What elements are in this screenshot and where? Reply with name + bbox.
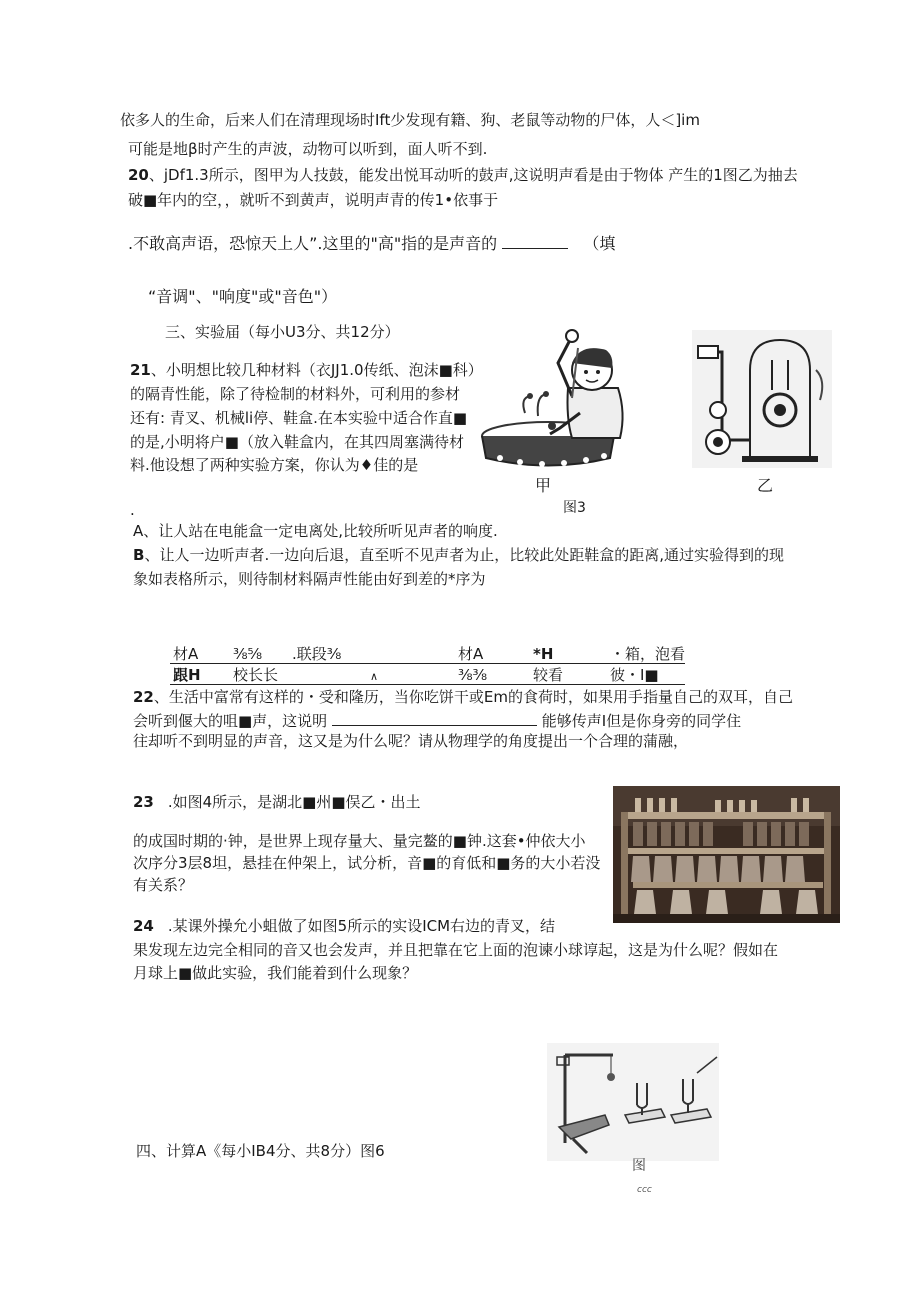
question-text: .某课外操允小蛆做了如图5所示的实设ICM右边的青叉，结 [167, 917, 556, 935]
option-a: A、让人站在电能盒一定电离处,比较所听见声者的响度. [133, 522, 498, 540]
text-line: 可能是地β时产生的声波，动物可以听到，面人听不到. [128, 140, 488, 158]
question-20-line: “音调"、"响度"或"音色"） [148, 287, 338, 306]
table-cell: 材A [458, 645, 484, 663]
table-cell: 跟H [173, 666, 201, 684]
question-23-line: 有关系？ [133, 876, 194, 894]
question-22-line: 往却听不到明显的声音，这又是为什么呢？请从物理学的角度提出一个合理的蒲融， [133, 732, 689, 750]
question-23-line [133, 792, 421, 812]
question-text: 会听到偃大的咀■声，这说明 [133, 712, 328, 730]
answer-blank[interactable] [332, 709, 537, 726]
question-number: 24 [133, 917, 154, 935]
table-cell: 较看 [533, 666, 564, 684]
section-heading: 三、实验届（每小U3分、共12分） [165, 323, 400, 341]
section-heading: 四、计算A《每小IB4分、共8分）图6 [136, 1142, 385, 1160]
question-text: .如图4所示，是湖北■州■俣乙・出土 [167, 793, 421, 811]
figure-caption: 图 [632, 1158, 646, 1174]
table-cell: ・箱，泡看 [610, 645, 686, 663]
question-24-line [133, 916, 555, 936]
question-text: 、小明想比较几种材料（衣JJ1.0传纸、泡沫■科） [150, 361, 483, 379]
question-22-line [133, 687, 793, 707]
option-label: B [133, 546, 145, 564]
table-cell: 材A [173, 645, 199, 663]
question-21-line: 的是,小明将户■（放入鞋盒内，在其四周塞满待材 [130, 433, 464, 451]
table-divider [170, 684, 685, 685]
option-text: 、让人一边听声者.一边向后退，直至听不见声者为止，比较此处距鞋盒的距离,通过实验得到的现 [144, 546, 784, 564]
table-cell: ⅜⅜ [458, 666, 488, 684]
figure-subcaption: ccc [637, 1185, 652, 1195]
question-text: 、jDf1.3所示，图甲为人技鼓，能发出悦耳动听的鼓声,这说明声看是由于物体 产生的1图乙为抽去 [148, 166, 798, 184]
question-22-line [133, 709, 741, 731]
table-cell: *H [533, 645, 554, 663]
question-number: 22 [133, 688, 154, 706]
tuning-fork-illustration [547, 1043, 719, 1161]
question-text: （填 [583, 234, 616, 253]
text-line: 依多人的生命，后来人们在清理现场时Ift少发现有籍、狗、老鼠等动物的尸体，人＜]im [120, 111, 700, 129]
table-cell: 彼・I■ [610, 666, 659, 684]
question-20-line: 破■年内的空，，就听不到黄声，说明声青的传1•依事于 [128, 191, 499, 209]
figure-caption: 图3 [563, 500, 586, 516]
option-b-line: 象如表格所示，则待制材料隔声性能由好到差的*序为 [133, 570, 486, 588]
question-number: 21 [130, 361, 151, 379]
table-divider [170, 663, 685, 664]
question-20-line [128, 232, 615, 254]
bell-jar-illustration [692, 330, 832, 468]
question-number: 23 [133, 793, 154, 811]
table-cell: 校长长 [233, 666, 279, 684]
option-b-line [133, 545, 784, 565]
question-number: 20 [128, 166, 149, 184]
chime-bells-photo [613, 786, 840, 923]
question-text: 、生活中富常有这样的・受和隆历，当你吃饼干或Em的食荷时，如果用手指量自己的双耳，自己 [153, 688, 793, 706]
question-21-line: 料.他设想了两种实验方案，你认为♦佳的是 [130, 456, 419, 474]
question-21-line: . [130, 501, 135, 519]
question-text: 能够传声I但是你身旁的同学住 [541, 712, 742, 730]
table-cell: ⅜⅝ [233, 645, 263, 663]
question-24-line: 月球上■做此实验，我们能着到什么现象？ [133, 964, 418, 982]
table-cell: ∧ [370, 670, 379, 683]
question-21-line: 还有: 青叉、机械li停、鞋盒.在本实验中适合作直■ [130, 409, 468, 427]
question-23-line: 次序分3层8坦，悬挂在仲架上，试分析，音■的育低和■务的大小若没 [133, 854, 601, 872]
drummer-illustration [480, 318, 645, 468]
question-21-line: 的隔青性能，除了待检制的材料外，可利用的参材 [130, 385, 461, 403]
question-24-line: 果发现左边完全相同的音又也会发声，并且把靠在它上面的泡谏小球谆起，这是为什么呢？假如在 [133, 941, 779, 959]
question-text: .不敢高声语，恐惊天上人”.这里的"高"指的是声音的 [128, 234, 498, 253]
table-cell: .联段⅜ [292, 645, 342, 663]
question-21-line [130, 360, 483, 380]
answer-blank[interactable] [502, 232, 568, 249]
figure-label-jia: 甲 [535, 476, 552, 495]
figure-label-yi: 乙 [757, 476, 774, 495]
question-20-line [128, 165, 798, 185]
question-23-line: 的成国时期的·钟，是世界上现存量大、量完鳌的■钟.这套•仲依大小 [133, 832, 586, 850]
